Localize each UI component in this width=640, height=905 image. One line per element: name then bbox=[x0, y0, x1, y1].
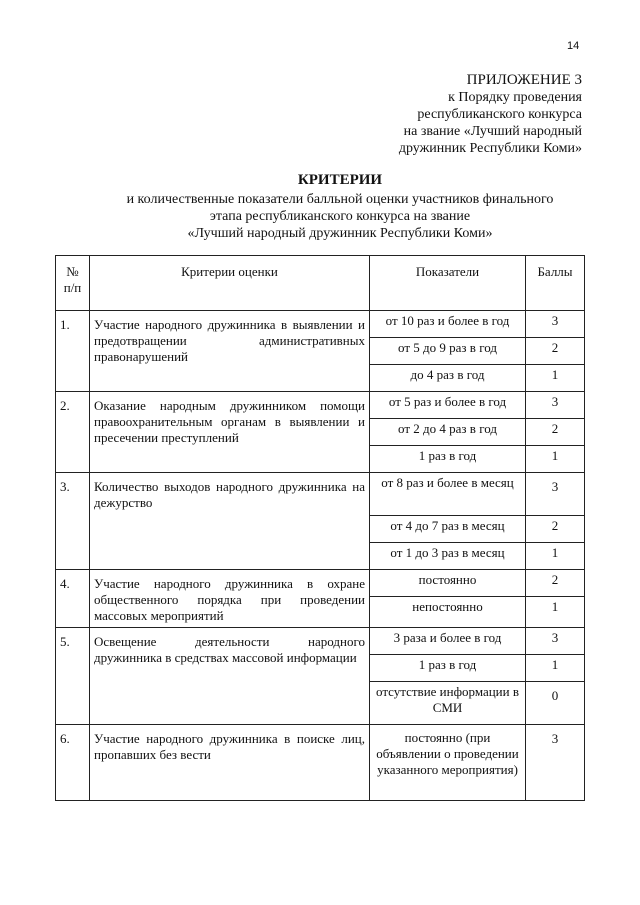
appendix-line: дружинник Республики Коми» bbox=[398, 141, 582, 156]
table-row bbox=[56, 311, 585, 338]
row-number: 4. bbox=[56, 570, 90, 628]
row-number: 5. bbox=[56, 628, 90, 725]
row-indicator: от 10 раз и более в год bbox=[370, 311, 526, 338]
row-number: 3. bbox=[56, 473, 90, 570]
row-points: 0 bbox=[526, 682, 585, 725]
header-indicator: Показатели bbox=[370, 256, 526, 311]
row-indicator: до 4 раз в год bbox=[370, 365, 526, 392]
row-indicator: постоянно bbox=[370, 570, 526, 597]
row-points: 3 bbox=[526, 473, 585, 516]
row-criterion: Участие народного дружинника в поиске лиц, пропавших без вести bbox=[90, 725, 370, 801]
document-title: КРИТЕРИИ bbox=[297, 172, 383, 188]
row-indicator: от 5 раз и более в год bbox=[370, 392, 526, 419]
row-points: 2 bbox=[526, 338, 585, 365]
table-header-row bbox=[56, 256, 585, 311]
row-points: 3 bbox=[526, 725, 585, 801]
row-indicator: непостоянно bbox=[370, 597, 526, 628]
table-row bbox=[56, 628, 585, 655]
row-indicator: 1 раз в год bbox=[370, 446, 526, 473]
row-number: 2. bbox=[56, 392, 90, 473]
header-points: Баллы bbox=[526, 256, 585, 311]
appendix-line: к Порядку проведения bbox=[448, 90, 582, 105]
row-indicator: от 8 раз и более в месяц bbox=[370, 473, 526, 516]
row-points: 2 bbox=[526, 419, 585, 446]
row-criterion: Освещение деятельности народного дружинника в средствах массовой информации bbox=[90, 628, 370, 725]
row-points: 1 bbox=[526, 543, 585, 570]
header-number: № п/п bbox=[56, 256, 90, 311]
header-criterion: Критерии оценки bbox=[90, 256, 370, 311]
row-criterion: Участие народного дружинника в выявлении и предотвращении административных правонарушений bbox=[90, 311, 370, 392]
row-number: 6. bbox=[56, 725, 90, 801]
row-indicator: от 1 до 3 раз в месяц bbox=[370, 543, 526, 570]
row-indicator: отсутствие информации в СМИ bbox=[370, 682, 526, 725]
table-row bbox=[56, 392, 585, 419]
table-row bbox=[56, 570, 585, 597]
appendix-title: ПРИЛОЖЕНИЕ 3 bbox=[466, 72, 582, 88]
row-points: 3 bbox=[526, 628, 585, 655]
row-criterion: Участие народного дружинника в охране общественного порядка при проведении массовых мероприятий bbox=[90, 570, 370, 628]
row-number: 1. bbox=[56, 311, 90, 392]
page-number: 14 bbox=[567, 40, 580, 52]
row-criterion: Оказание народным дружинником помощи правоохранительным органам в выявлении и пресечении преступлений bbox=[90, 392, 370, 473]
row-points: 2 bbox=[526, 516, 585, 543]
row-indicator: 1 раз в год bbox=[370, 655, 526, 682]
row-indicator: 3 раза и более в год bbox=[370, 628, 526, 655]
row-points: 1 bbox=[526, 597, 585, 628]
document-heading bbox=[60, 172, 620, 242]
appendix-block bbox=[399, 72, 582, 157]
document-subtitle-line: этапа республиканского конкурса на звание bbox=[209, 209, 471, 224]
row-indicator: от 4 до 7 раз в месяц bbox=[370, 516, 526, 543]
row-criterion: Количество выходов народного дружинника на дежурство bbox=[90, 473, 370, 570]
document-subtitle-line: «Лучший народный дружинник Республики Коми» bbox=[187, 226, 493, 241]
row-indicator: от 2 до 4 раз в год bbox=[370, 419, 526, 446]
row-points: 3 bbox=[526, 311, 585, 338]
row-points: 3 bbox=[526, 392, 585, 419]
row-indicator: постоянно (при объявлении о проведении указанного мероприятия) bbox=[370, 725, 526, 801]
row-points: 2 bbox=[526, 570, 585, 597]
appendix-line: на звание «Лучший народный bbox=[403, 124, 582, 139]
table-row bbox=[56, 725, 585, 801]
row-points: 1 bbox=[526, 655, 585, 682]
table-row bbox=[56, 473, 585, 516]
row-points: 1 bbox=[526, 446, 585, 473]
row-points: 1 bbox=[526, 365, 585, 392]
document-subtitle-line: и количественные показатели балльной оценки участников финального bbox=[126, 192, 554, 207]
appendix-line: республиканского конкурса bbox=[417, 107, 582, 122]
criteria-table bbox=[55, 255, 585, 801]
row-indicator: от 5 до 9 раз в год bbox=[370, 338, 526, 365]
